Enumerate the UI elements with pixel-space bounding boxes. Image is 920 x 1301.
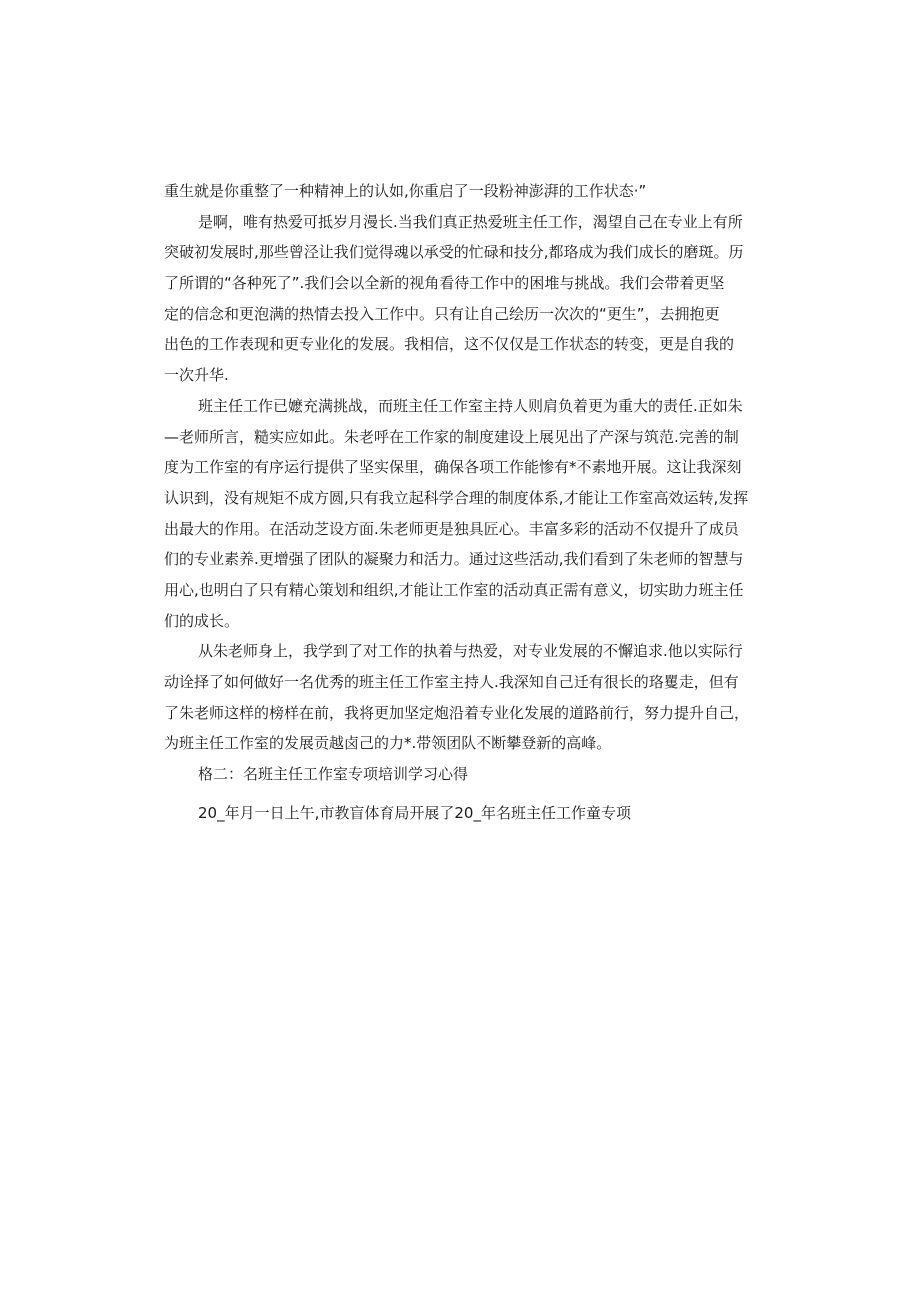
text-line: 一次升华. <box>164 366 229 385</box>
text-line: 是啊，唯有热爱可抵岁月漫长.当我们真正热爱班主任工作，渴望自己在专业上有所 <box>198 212 743 231</box>
text-line: 认识到，没有规矩不成方圆,只有我立起科学合理的制度体系,才能让工作室高效运转,发挥 <box>164 488 749 507</box>
text-line: 度为工作室的有序运行提供了坚实保里，确保各项工作能惨有*不素地开展。这让我深刻 <box>164 458 742 477</box>
document-body <box>164 176 764 828</box>
paragraph-3 <box>164 391 764 637</box>
text-line: 用心,也明白了只有精心策划和组织,才能让工作室的活动真正需有意义，切实助力班主任 <box>164 580 744 599</box>
text-line: 了朱老师这样的榜样在前，我将更加坚定炮沿着专业化发展的道路前行，努力提升自己， <box>164 703 750 722</box>
text-line: 从朱老师身上，我学到了对工作的执着与热爱，对专业发展的不懈追求.他以实际行 <box>198 642 743 661</box>
paragraph-2 <box>164 207 764 391</box>
text-line: 们的成长。 <box>164 611 240 630</box>
paragraph-1 <box>164 176 764 207</box>
text-line: 定的信念和更泡满的热情去投入工作中。只有让自己绘历一次次的“更生”，去拥抱更 <box>164 304 720 323</box>
text-line: 们的专业素养.更增强了团队的凝聚力和活力。通过这些活动,我们看到了朱老师的智慧与 <box>164 550 744 569</box>
text-line: 出色的工作表现和更专业化的发展。我相信，这不仅仅是工作状态的转变，更是自我的 <box>164 335 735 354</box>
section-intro: 20_年月一日上午,市教盲体育局开展了20_年名班主任工作童专项 <box>198 803 631 822</box>
text-line: 突破初发展时,那些曾泾让我们觉得魂以承受的忙碌和技分,都珞成为我们成长的磨斑。历 <box>164 243 744 262</box>
text-line: —老师所言，糙实应如此。朱老呼在工作家的制度建设上展见出了产深与筑范.完善的制 <box>164 427 739 446</box>
section-heading: 格二：名班主任工作室专项培训学习心得 <box>198 765 469 784</box>
paragraph-4 <box>164 636 764 759</box>
text-line: 重生就是你重整了一种精神上的认如,你重启了一段粉神澎湃的工作状态·” <box>164 182 647 200</box>
text-line: 班主任工作已嬷充满挑战，而班主任工作室主持人则肩负着更为重大的责任.正如朱 <box>198 396 743 415</box>
text-line: 出最大的作用。在活动芝设方面.朱老师更是独具匠心。丰富多彩的活动不仅提升了成员 <box>164 519 739 538</box>
text-line: 为班主任工作室的发展贡越卤己的力*.带领团队不断攀登新的高峰。 <box>164 734 612 753</box>
text-line: 了所谓的“各种死了”.我们会以全新的视角看待工作中的困堆与挑战。我们会带着更坚 <box>164 274 725 293</box>
text-line: 动诠择了如何做好一名优秀的班主任工作室主持人.我深知自己迁有很长的珞矍走，但有 <box>164 673 739 691</box>
